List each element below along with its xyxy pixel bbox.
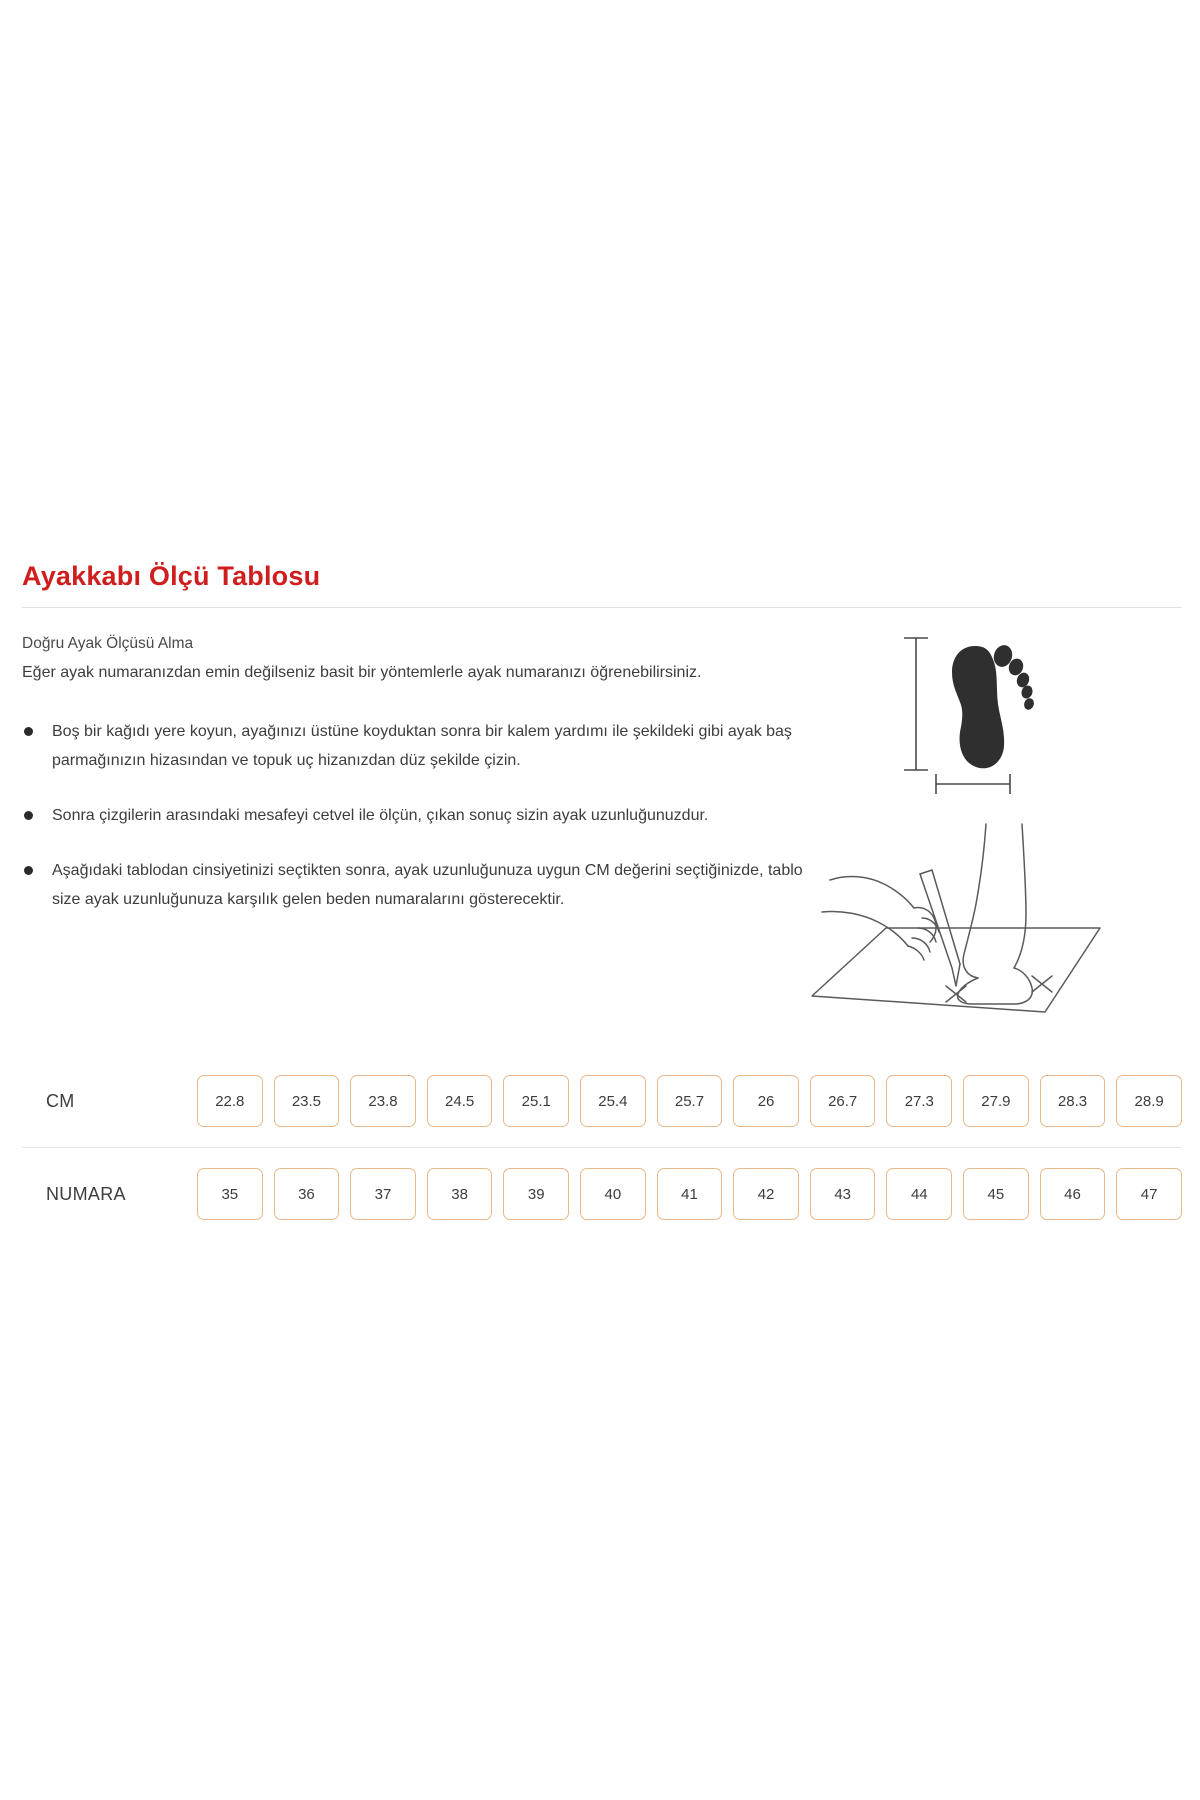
instruction-text: Sonra çizgilerin arasındaki mesafeyi cetvel ile ölçün, çıkan sonuç sizin ayak uzunluğunuzdur. bbox=[52, 807, 709, 824]
title-divider bbox=[22, 607, 1182, 608]
instruction-text: Boş bir kağıdı yere koyun, ayağınızı üstüne koyduktan sonra bir kalem yardımı ile şekildeki gibi ayak baş parmağınızın hizasından ve topuk uç hizanızdan düz şekilde çizin. bbox=[52, 723, 792, 769]
table-cell[interactable]: 35 bbox=[197, 1168, 263, 1220]
row-label-numara: NUMARA bbox=[46, 1183, 126, 1204]
row-cells-numara bbox=[197, 1168, 1182, 1220]
table-cell[interactable]: 36 bbox=[274, 1168, 340, 1220]
table-cell[interactable]: 23.5 bbox=[274, 1075, 340, 1127]
table-cell[interactable]: 23.8 bbox=[350, 1075, 416, 1127]
table-cell[interactable]: 44 bbox=[886, 1168, 952, 1220]
page-title: Ayakkabı Ölçü Tablosu bbox=[22, 561, 321, 592]
table-cell[interactable]: 28.9 bbox=[1116, 1075, 1182, 1127]
table-cell[interactable]: 40 bbox=[580, 1168, 646, 1220]
instructions-section bbox=[22, 631, 812, 940]
bullet-dot-icon bbox=[24, 811, 33, 820]
foot-measure-icon bbox=[890, 630, 1090, 795]
hands-tracing-foot-icon bbox=[800, 818, 1120, 1033]
table-cell[interactable]: 26.7 bbox=[810, 1075, 876, 1127]
row-cells-cm bbox=[197, 1075, 1182, 1127]
section-subtitle: Doğru Ayak Ölçüsü Alma bbox=[22, 635, 194, 652]
table-cell[interactable]: 27.3 bbox=[886, 1075, 952, 1127]
table-cell[interactable]: 24.5 bbox=[427, 1075, 493, 1127]
table-cell[interactable]: 39 bbox=[503, 1168, 569, 1220]
instruction-text: Aşağıdaki tablodan cinsiyetinizi seçtikten sonra, ayak uzunluğunuza uygun CM değerini seçtiğinizde, tablo size ayak uzunluğunuza karşılık gelen beden numaralarını gösterecektir. bbox=[52, 862, 803, 908]
instruction-item bbox=[22, 856, 812, 914]
instruction-item bbox=[22, 801, 812, 830]
instruction-item bbox=[22, 717, 812, 775]
table-cell[interactable]: 28.3 bbox=[1040, 1075, 1106, 1127]
table-cell[interactable]: 27.9 bbox=[963, 1075, 1029, 1127]
table-row-numara bbox=[22, 1148, 1182, 1240]
size-table bbox=[22, 1055, 1182, 1240]
table-cell[interactable]: 25.7 bbox=[657, 1075, 723, 1127]
table-cell[interactable]: 42 bbox=[733, 1168, 799, 1220]
table-cell[interactable]: 38 bbox=[427, 1168, 493, 1220]
table-cell[interactable]: 43 bbox=[810, 1168, 876, 1220]
table-cell[interactable]: 45 bbox=[963, 1168, 1029, 1220]
table-cell[interactable]: 22.8 bbox=[197, 1075, 263, 1127]
table-cell[interactable]: 47 bbox=[1116, 1168, 1182, 1220]
bullet-dot-icon bbox=[24, 866, 33, 875]
row-label-cm: CM bbox=[46, 1090, 75, 1111]
table-cell[interactable]: 41 bbox=[657, 1168, 723, 1220]
table-cell[interactable]: 46 bbox=[1040, 1168, 1106, 1220]
table-cell[interactable]: 26 bbox=[733, 1075, 799, 1127]
table-cell[interactable]: 25.4 bbox=[580, 1075, 646, 1127]
table-row-cm bbox=[22, 1055, 1182, 1147]
table-cell[interactable]: 37 bbox=[350, 1168, 416, 1220]
intro-paragraph: Eğer ayak numaranızdan emin değilseniz basit bir yöntemlerle ayak numaranızı öğrenebilirsiniz. bbox=[22, 664, 702, 681]
bullet-dot-icon bbox=[24, 727, 33, 736]
table-cell[interactable]: 25.1 bbox=[503, 1075, 569, 1127]
